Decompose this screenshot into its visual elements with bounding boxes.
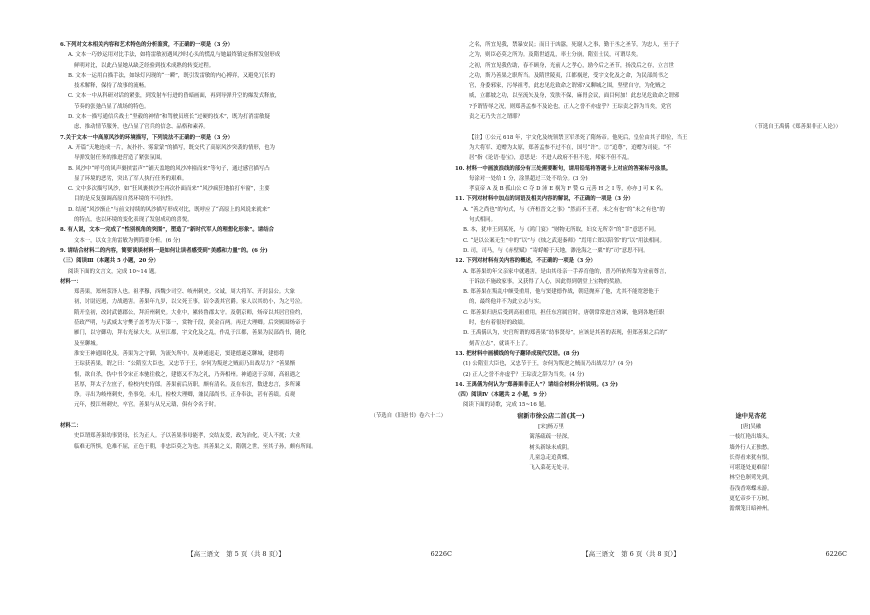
text-line: A. 开篇“天地连成一片，灰扑扑、雾蒙蒙”的描写，既交代了高原风沙突袭的情形，也为 <box>68 144 275 151</box>
text-line: 8. 有人说，文本一完成了“性别视角的突围”，塑造了“新时代军人的理想化形象”。请结合 <box>60 227 274 234</box>
text-line: 句式相同。 <box>469 217 496 224</box>
text-line: 淮安王神通围化及，善果为之守御，为流矢所中。及神通退走，窦建德遂克聊城，建德将 <box>74 350 285 357</box>
text-line: 节奏的张弛凸显了战场的特色。 <box>74 103 150 110</box>
poem-line: 长得看来犹有恨， <box>729 454 773 461</box>
text-line: 时，也有着很好的政绩。 <box>469 320 529 327</box>
text-line: C. 郑善果归唐后受到高祖重用，担任东宫属官时，唐朝常常进言劝谏，他到各地任职 <box>463 309 665 316</box>
right-footer <box>455 548 847 560</box>
poem-2-title: 途中见杏花 <box>735 412 767 420</box>
text-line: 阅读下面的诗歌，完成 15~16 题。 <box>463 402 550 409</box>
text-line: 技术解释，保持了故事的流畅。 <box>74 83 150 90</box>
text-line: B. 风沙中“呼号的风声裹挟雷声”“铺天盖地的风沙冲撞而来”等句子，通过感官描写凸 <box>68 165 270 172</box>
text-line: D. 王禹偁认为，史官所谓的郑善果“幼事贤母”，应该是其善的表现，但郑善果之后的“ <box>463 330 668 337</box>
left-exam-code: 6226C <box>430 550 452 558</box>
text-line: 责之无乃失言之谓耶？ <box>469 114 523 121</box>
text-line: C. 文中多次描写风沙，如“狂风裹挟沙尘再次扑面而来”“风沙疯狂地拍打车窗”，主要 <box>68 186 270 193</box>
text-line: (1) 公隋室大臣也，又忠节于王，奈何为叛逆之贼而乃出战尽力？(4 分) <box>463 361 633 368</box>
text-line: 11. 下列对材料中加点的词语及相关内容的解说，不正确的一项是（3 分） <box>455 196 634 203</box>
text-line: 文本一，以女主角雷敏为例简要分析。(6 分) <box>74 237 181 244</box>
text-line: 威，立郡坡之功，以至流矢及身，发肤不保，麻胃会议，面目何加！此忠见危致命之谓邪 <box>469 93 680 100</box>
text-line: B. 本，犹申王到某死，与《鸿门宴》“财物无所取，妇女无所幸”的“幸”意思不同。 <box>463 227 660 234</box>
text-line: 14. 王禹偁为何认为“郑善果非正人”？请结合材料分析说明。(3 分) <box>455 381 618 388</box>
text-line: 莅政严明，与武威太守樊子盖考为天下第一，赏物千段，黄金百两。再迁大理卿。后突厥围炀帝于 <box>74 320 306 327</box>
text-line: C. 文本一中从科研对话的紧张，到发射车行进的昏暗画面，再到导弹升空的爆发式释放， <box>68 93 281 100</box>
poem-2-lines <box>655 432 847 514</box>
left-page-text <box>60 40 452 411</box>
text-line: 临难无所惧，危难不屈，正色于朝，非忠臣莫之为也。其善果之义，隋朝之世，至其子孙，颇有所闻。 <box>74 443 317 450</box>
text-line: 导弹发射任务的推进营造了紧张氛围。 <box>74 155 166 162</box>
text-line: 之为，则臣必莫之所为。及隋世道乱，率土分崩，隋室士民，可谓尽矣。 <box>469 52 642 59</box>
poem-1-lines <box>455 432 647 473</box>
poem-2-author: [唐]吴融 <box>740 423 762 430</box>
poems-section <box>455 412 847 515</box>
poem-line: 飞入菜花无处寻。 <box>529 465 573 472</box>
poem-line: 林空色暝莺先到， <box>729 475 773 482</box>
text-line: 恨，欲自杀，伪中书令宋正本驰往救之，建德又不为之礼，乃奔相州。神通送于京师，高祖遇之 <box>74 371 301 378</box>
text-line: 7.关于文本一中高原风沙的环境描写，下列说法不正确的一项是（3 分） <box>60 134 233 141</box>
text-line: 隋开皇初，改封武德郡公，拜沂州刺史。大业中，累转鲁郡太守。及朝京师，炀帝以其居官俭约， <box>74 309 306 316</box>
text-line: A. 郑善果幼年父亲家中就遇害，是由其母亲一手养育他的，普乃所依所靠为业前尊言， <box>463 268 670 275</box>
text-line: 之名，所宜见我，禁暴安民；而日于凶嚣，死谢人之事，勤于丞之圣节，为忠人，至于子 <box>469 42 680 48</box>
text-line: D. 司，司马，与《赤壁赋》“寄蜉蝣于天地，渺沧海之一粟”的“司”意思不同。 <box>463 247 649 254</box>
text-line: 为大将军、追赠为太原，郑善孟参不过不在，国号“许”。②“追尊”，追赠为司徒。“不 <box>469 144 672 151</box>
poem-line: 澹烟笼日暗神州。 <box>729 506 773 513</box>
poem-1-title: 宿新市徐公店二首(其一) <box>517 412 585 420</box>
text-line: （三）阅读Ⅲ（本题共 5 小题，20 分） <box>60 258 159 265</box>
text-line: 居”指《论语·卷宝》，意思是：不进人政府不但不危，邦家不但不乱。 <box>469 155 633 162</box>
text-line: 郑善果，郑州荥泽人也。祖孝穆，西魏少司空、岐州刺史。父诚，周大将军、开封县公。大象 <box>74 289 296 296</box>
right-exam-page <box>455 40 847 560</box>
poem-line: 可堪逢处更难留！ <box>729 465 773 472</box>
poem-line: 一枝红艳出墙头， <box>729 434 773 441</box>
text-line: 目的是反复强调高原自然环境的不可抗性。 <box>74 196 177 203</box>
text-line: 之初，所宜见我佐助，春不顾身，光前人之孝心，励今后之圣节，扬没后之存，立言世 <box>469 62 674 69</box>
left-footer <box>60 548 452 560</box>
text-line: 初，讨尉迟迥，力战遇害。善果年九岁，以父死王事，诏令袭其官爵。家人以其幼小，为之号泣。 <box>74 299 306 306</box>
text-line: 诤。寻出为岐州刺史，坐事免。未几，检校大理卿，兼民部尚书。正身奉法，甚有善绩。贞观 <box>74 392 296 399</box>
text-line: 13. 把材料中画横线的句子翻译成现代汉语。(8 分) <box>455 350 580 357</box>
text-line: 史臣谓郑善果幼事贤母，长为正人。子以善果事母能孝，交结友爱，政为治化，吏人不扰；大业 <box>74 433 301 440</box>
text-line: 之功，斯乃善果之职所当。及隋世陵夷，江都祸逆，受宇文化及之命，为民部尚书之 <box>469 72 669 79</box>
text-line: 【注】①公元 618 年，宇文化及统领禁卫军杀死了隋炀帝。他死后，皇位由其子即位，当王 <box>469 134 688 141</box>
poem-1 <box>455 412 647 515</box>
text-line: 的特点，也以环境的变化表现了发射成功的喜悦。 <box>74 217 193 224</box>
text-line: 虑、推动情节服务，也凸显了官兵的信念、品格和素养。 <box>74 124 209 131</box>
text-line: 9. 请结合材料二的内容，简要谈谈材料一是如何让读者感受到“美感和力量”的。(6 分) <box>60 247 268 254</box>
text-line: D. 结尾“风沙渐止”与前文持续的风沙描写形成对比，既呼应了“高原上的风说来就来” <box>68 206 270 213</box>
text-line: 材料一： <box>60 278 82 285</box>
text-line: 阅读下面的文言文，完成 10~14 题。 <box>68 268 160 275</box>
text-line: 雁门，以守御功，拜右光禄大夫。从至江都，宇文化及之乱，作乱于江都，善果为民部尚书，随化 <box>74 330 306 337</box>
poem-line: 墙外行人正独愁。 <box>729 444 773 451</box>
text-line: （节选自王禹偁《郑善果非正人论》） <box>752 124 841 131</box>
text-line: A. “善之尚也”的句式，与《齐桓晋文之事》“然而不王者，未之有也”的“未之有也”的 <box>463 206 665 213</box>
text-line: 元年，授江州刺史，卒官。善果与从兄元璹，俱有令名于时。 <box>74 402 220 409</box>
poem-line: 儿童急走追黄蝶， <box>529 454 573 461</box>
text-line: 甚厚，拜太子左庶子，检校内史侍郎。善果前后历职，颇有清名。及在东宫，数进忠言，多所谏 <box>74 381 301 388</box>
left-exam-page <box>60 40 452 560</box>
right-page-number: 【高三语文 第 6 页（共 8 页）】 <box>582 550 680 558</box>
text-line: ?予谓皆辱之况，则郑善孟参不及论也，正人之誉不亦虚乎？王琮责之辞为当矣，党宫 <box>469 103 672 110</box>
text-line: C. “是以公案无生”中的“以”与《烛之武退秦师》“焉用亡郑以陪邻”的“以”用法相同。 <box>463 237 665 244</box>
text-line: 12. 下列对材料有关内容的概述，不正确的一项是（3 分） <box>455 258 596 265</box>
text-line: D. 文本一描写通信兵战士“坚毅的神情”和驾驶员班长“过硬的技术”，既为打消雷敏疑 <box>68 114 270 121</box>
right-page-text <box>455 40 847 411</box>
poem-line: 更忆帝乡千万树， <box>729 496 773 503</box>
text-line: 10. 材料一中画波浪线的部分有三处需要断句，请用铅笔将答题卡上对应的答案标号涂黑。 <box>455 165 672 172</box>
text-line: 每涂对一处给 1 分，涂黑超过三处不给分。(3 分) <box>469 175 588 182</box>
poem-line: 树头新绿未成阴。 <box>529 444 573 451</box>
text-line: A. 文本一巧妙运用对比手法，如将雷敏初遇风沙时心头的慌乱与她最终镇定指挥发射形成 <box>68 52 281 59</box>
text-line: B. 郑善果在叛乱中颇受重用，他与窦建德作战，朝廷抛弃了他，尤其不能宽恕他于 <box>463 289 660 296</box>
right-exam-code: 6226C <box>825 550 847 558</box>
text-line: 鲜明对比，以此凸显她从缺乏经验到技术成熟的转变过程。 <box>74 62 215 69</box>
left-source-citation: （节选自《旧唐书》卷六十二） <box>370 412 446 419</box>
text-line: 刻苦立志”，就谈不上了。 <box>469 340 532 347</box>
left-page-number: 【高三语文 第 5 页（共 8 页）】 <box>187 550 285 558</box>
text-line: 的，最终他并不为此立志与实。 <box>469 299 545 306</box>
text-line: (2) 正人之誉不亦虚乎？王琮责之辞为当矣。(4 分) <box>463 371 585 378</box>
text-line: 官，身委邪家，污辱祖考，此忠见危致命之谓邪?又聊城之围，坚壁自守，为化贼之 <box>469 83 666 90</box>
poem-line: 篱落疏疏一径深， <box>529 434 573 441</box>
text-line: B. 文本一运用白描手法，如绿灯闪现的“一瞬”，既引发雷敏的内心搏弈，又避免冗长的 <box>68 72 275 79</box>
poem-line: 春浅香寒蝶未游。 <box>729 485 773 492</box>
text-line: 王琮获善果，谓之曰：“公隋室大臣也，又忠节于王，奈何为叛逆之贼而乃出战尽力？”善果惭 <box>74 361 296 368</box>
text-line: 及至聊城。 <box>74 340 101 347</box>
poem-1-author: [宋]杨万里 <box>538 423 564 430</box>
material2-text <box>60 431 452 452</box>
text-line: 6.下列对文本相关内容和艺术特色的分析鉴赏，不正确的一项是（3 分） <box>60 42 233 48</box>
material2-heading: 材料二： <box>60 422 82 429</box>
text-line: 显了环境的恶劣，突出了军人执行任务的艰难。 <box>74 175 188 182</box>
text-line: 孝哀帝 A 及 B 孤山公 C 夺 D 沛 E 祸为 F 赞 G 元善 H 之 I 等，亦亦 J 可 K 名。 <box>469 186 667 193</box>
poem-2 <box>655 412 847 515</box>
text-line: （四）阅读Ⅳ（本题共 2 小题，9 分） <box>455 392 550 399</box>
text-line: 于诉法不施政家事，又获得了人心，因此得到朝堂上宝物的奖励。 <box>469 278 626 285</box>
